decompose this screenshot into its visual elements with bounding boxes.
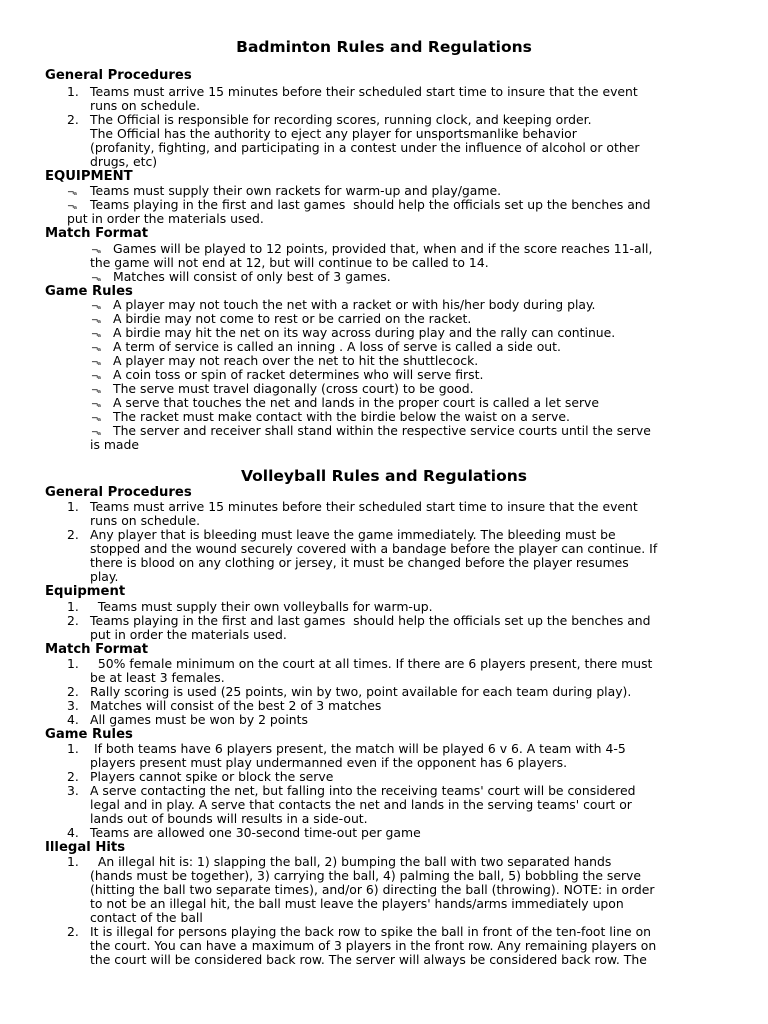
list-item-text: All games must be won by 2 points [90,712,308,727]
badminton-title: Badminton Rules and Regulations [236,38,532,56]
list-item [45,368,651,382]
list-item [45,382,651,396]
list-item [45,113,639,169]
list-item-text: the court will be considered back row. The server will always be considered back row. The [90,952,647,967]
list-item-text: legal and in play. A serve that contacts the net and lands in the serving teams' court or [90,797,632,812]
list-item-text: Matches will consist of the best 2 of 3 matches [90,698,382,713]
list-number: 1. [67,656,79,671]
volleyball-illegal-hits-list [45,855,656,967]
bullet-icon: ¬ₐ [91,344,101,354]
list-number: 1. [67,84,79,99]
volleyball-general-procedures-list [45,500,657,584]
list-item [45,600,651,614]
list-item-text: contact of the ball [90,910,203,925]
list-item-text: Teams playing in the first and last games should help the officials set up the benches and [90,613,651,628]
list-item-text: runs on schedule. [90,513,201,528]
list-item [45,925,656,967]
bullet-icon: ¬ₐ [91,414,101,424]
list-item [45,500,657,528]
bullet-icon: ¬ₐ [91,372,101,382]
list-item [45,528,657,584]
badminton-match-format-heading: Match Format [45,226,149,241]
volleyball-illegal-hits-heading: Illegal Hits [45,840,126,855]
list-item [45,242,652,270]
badminton-general-procedures-heading: General Procedures [45,68,192,83]
list-item-text: put in order the materials used. [67,211,264,226]
list-item-text: Any player that is bleeding must leave the game immediately. The bleeding must be [90,527,616,542]
list-item-text: A coin toss or spin of racket determines who will serve first. [113,367,484,382]
list-number: 2. [67,112,79,127]
volleyball-equipment-list [45,600,651,642]
list-item-text: The Official is responsible for recording scores, running clock, and keeping order. [90,112,592,127]
list-number: 2. [67,527,79,542]
list-item-text: A player may not reach over the net to hit the shuttlecock. [113,353,479,368]
badminton-game-rules-list [45,298,651,452]
volleyball-match-format-heading: Match Format [45,642,149,657]
badminton-equipment-heading: EQUIPMENT [45,169,133,184]
list-item-text: Matches will consist of only best of 3 games. [113,269,391,284]
list-item-text: The server and receiver shall stand within the respective service courts until the serve [113,423,651,438]
volleyball-game-rules-heading: Game Rules [45,727,133,742]
list-item-text: put in order the materials used. [90,627,287,642]
list-item-text: (hands must be together), 3) carrying the ball, 4) palming the ball, 5) bobbling the serve [90,868,642,883]
list-item [45,312,651,326]
list-item-text: A birdie may hit the net on its way across during play and the rally can continue. [113,325,616,340]
list-item [45,784,635,826]
list-item [45,424,651,452]
bullet-icon: ¬ₐ [91,316,101,326]
list-number: 4. [67,712,79,727]
list-item [45,396,651,410]
list-item-text: An illegal hit is: 1) slapping the ball, 2) bumping the ball with two separated hands [90,854,612,869]
list-item-text: runs on schedule. [90,98,201,113]
list-item-text: drugs, etc) [90,154,158,169]
list-item [45,410,651,424]
list-item-text: Teams must supply their own volleyballs for warm-up. [90,599,433,614]
bullet-icon: ¬ₐ [91,330,101,340]
badminton-game-rules-heading: Game Rules [45,284,133,299]
bullet-icon: ¬ₐ [91,246,101,256]
list-item-text: Games will be played to 12 points, provided that, when and if the score reaches 11-all, [113,241,653,256]
bullet-icon: ¬ₐ [91,400,101,410]
volleyball-general-procedures-heading: General Procedures [45,485,192,500]
list-item-text: The Official has the authority to eject any player for unsportsmanlike behavior [90,126,577,141]
list-item-text: If both teams have 6 players present, the match will be played 6 v 6. A team with 4-5 [90,741,626,756]
list-item-text: stopped and the wound securely covered with a bandage before the player can continue. If [90,541,658,556]
volleyball-title: Volleyball Rules and Regulations [240,467,527,485]
list-item-text: A serve that touches the net and lands in the proper court is called a let serve [113,395,600,410]
badminton-general-procedures-list [45,85,639,169]
list-item-text: be at least 3 females. [90,670,225,685]
bullet-icon: ¬ₐ [91,358,101,368]
list-item-text: the court. You can have a maximum of 3 players in the front row. Any remaining players on [90,938,657,953]
list-item-text: the game will not end at 12, but will continue to be called to 14. [90,255,489,270]
list-item-text: Players cannot spike or block the serve [90,769,334,784]
list-item-text: is made [90,437,139,452]
list-item-text: lands out of bounds will results in a side-out. [90,811,368,826]
list-item-text: to not be an illegal hit, the ball must leave the players' hands/arms immediately upon [90,896,624,911]
badminton-match-format-list [45,242,652,284]
list-item-text: It is illegal for persons playing the back row to spike the ball in front of the ten-foot line on [90,924,652,939]
list-item-text: A term of service is called an inning . A loss of serve is called a side out. [113,339,561,354]
list-item-text: 50% female minimum on the court at all times. If there are 6 players present, there must [90,656,653,671]
list-number: 2. [67,613,79,628]
list-number: 3. [67,698,79,713]
list-item [45,742,635,770]
list-item [45,354,651,368]
list-number: 2. [67,924,79,939]
list-item [45,298,651,312]
list-item [45,614,651,642]
badminton-equipment-list [45,184,651,226]
bullet-icon: ¬ₐ [67,202,77,212]
list-item-text: there is blood on any clothing or jersey, it must be changed before the player resumes [90,555,629,570]
bullet-icon: ¬ₐ [91,302,101,312]
bullet-icon: ¬ₐ [91,428,101,438]
volleyball-match-format-list [45,657,652,727]
list-item [45,770,635,784]
volleyball-game-rules-list [45,742,635,840]
list-number: 3. [67,783,79,798]
bullet-icon: ¬ₐ [91,386,101,396]
list-number: 2. [67,684,79,699]
list-item-text: The serve must travel diagonally (cross court) to be good. [113,381,474,396]
list-item [45,270,652,284]
list-item-text: players present must play undermanned even if the opponent has 6 players. [90,755,568,770]
volleyball-equipment-heading: Equipment [45,584,126,599]
list-number: 1. [67,599,79,614]
list-item [45,184,651,198]
list-item [45,713,652,727]
bullet-icon: ¬ₐ [67,188,77,198]
list-item-text: play. [90,569,119,584]
list-item [45,198,651,226]
list-item-text: Teams must arrive 15 minutes before their scheduled start time to insure that the event [90,84,638,99]
list-item-text: (profanity, fighting, and participating in a contest under the influence of alcohol or other [90,140,640,155]
list-item-text: Teams are allowed one 30-second time-out per game [90,825,421,840]
list-number: 1. [67,854,79,869]
list-item-text: Teams playing in the first and last games should help the officials set up the benches and [90,197,651,212]
list-item-text: Teams must arrive 15 minutes before their scheduled start time to insure that the event [90,499,638,514]
list-number: 1. [67,741,79,756]
bullet-icon: ¬ₐ [91,274,101,284]
list-number: 1. [67,499,79,514]
list-number: 4. [67,825,79,840]
list-item [45,326,651,340]
list-item [45,855,656,925]
list-item [45,685,652,699]
list-item-text: A serve contacting the net, but falling into the receiving teams' court will be considered [90,783,636,798]
list-item-text: The racket must make contact with the birdie below the waist on a serve. [113,409,570,424]
list-item [45,699,652,713]
list-item [45,826,635,840]
list-item-text: Teams must supply their own rackets for warm-up and play/game. [90,183,502,198]
list-item-text: A birdie may not come to rest or be carried on the racket. [113,311,472,326]
list-item [45,340,651,354]
list-item-text: Rally scoring is used (25 points, win by two, point available for each team during play). [90,684,632,699]
list-item [45,657,652,685]
list-item-text: A player may not touch the net with a racket or with his/her body during play. [113,297,596,312]
list-item [45,85,639,113]
list-item-text: (hitting the ball two separate times), and/or 6) directing the ball (throwing). NOTE: in order [90,882,655,897]
list-number: 2. [67,769,79,784]
